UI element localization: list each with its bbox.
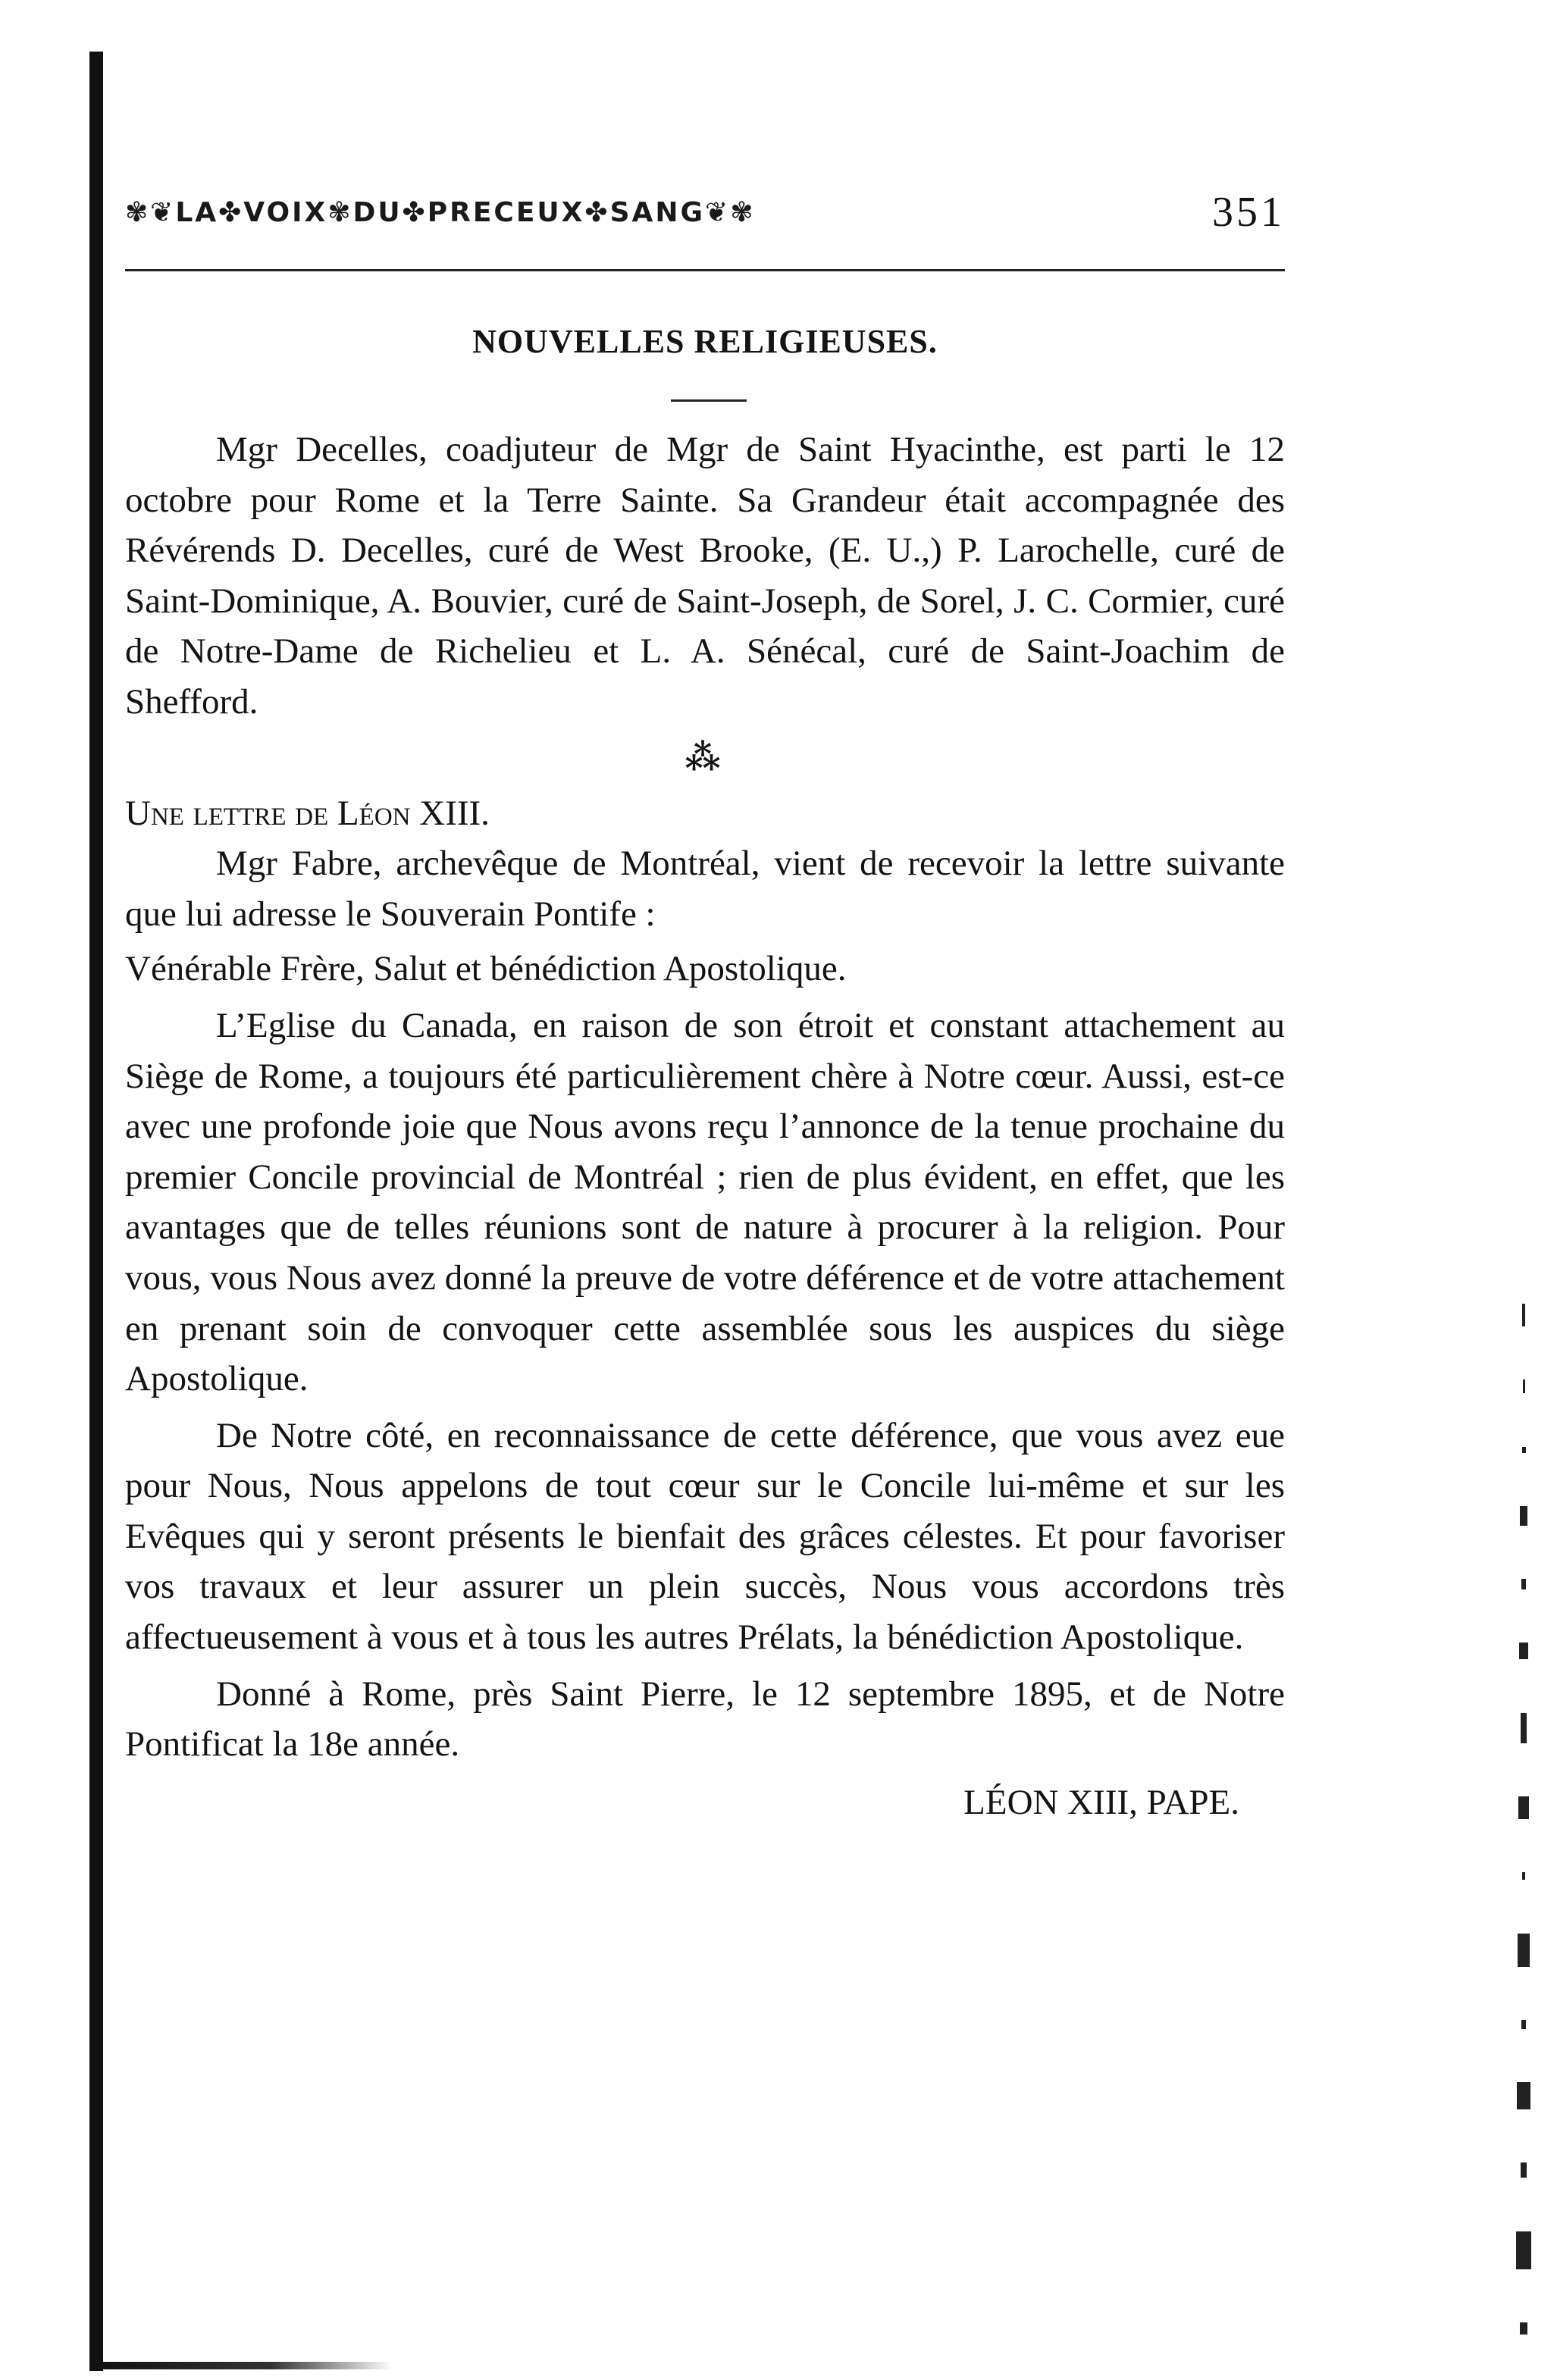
- left-margin-bar-foot: [89, 2362, 393, 2369]
- right-edge-specks: [1505, 1304, 1543, 2335]
- left-margin-bar: [89, 52, 103, 2371]
- running-head-title: ✾❦LA✤VOIX✾DU✤PRECEUX✤SANG❦✾: [125, 196, 756, 228]
- letter-paragraph: L’Eglise du Canada, en raison de son étroit et constant attachement au Siège de Rome, a toujours été particulièrement chère à Notre cœur. Aussi, est-ce avec une profonde joie que Nous avons reçu l’annonce de la tenue prochaine du premier Concile provincial de Montréal ; rien de plus évident, en effet, que les avantages que de telles réunions sont de nature à procurer à la religion. Pour vous, vous Nous avez donné la preuve de votre déférence et de votre attachement en prenant soin de convoquer cette assemblée sous les auspices du siège Apostolique.: [125, 1005, 1285, 1399]
- header-rule: [125, 269, 1285, 271]
- letter-salutation: Vénérable Frère, Salut et bénédiction Apostolique.: [125, 949, 847, 989]
- body-text: [125, 424, 1285, 1827]
- section-title: NOUVELLES RELIGIEUSES.: [472, 323, 938, 360]
- letter-closing: Donné à Rome, près Saint Pierre, le 12 septembre 1895, et de Notre Pontificat la 18e année.: [125, 1674, 1285, 1765]
- signature: LÉON XIII, PAPE.: [963, 1782, 1239, 1822]
- page-number: 351: [1212, 189, 1285, 236]
- letter-heading: Une lettre de Léon XIII.: [125, 793, 490, 833]
- asterism: ⁂: [685, 737, 725, 777]
- running-head: [125, 186, 1285, 239]
- letter-intro: Mgr Fabre, archevêque de Montréal, vient de recevoir la lettre suivante que lui adresse le Souverain Pontife :: [125, 844, 1285, 934]
- news-paragraph: Mgr Decelles, coadjuteur de Mgr de Saint Hyacinthe, est parti le 12 octobre pour Rome et la Terre Sainte. Sa Grandeur était accompagnée des Révérends D. Decelles, curé de West Brooke, (E. U.,) P. Larochelle, curé de Saint-Dominique, A. Bouvier, curé de Saint-Joseph, de Sorel, J. C. Cormier, curé de Notre-Dame de Richelieu et L. A. Sénécal, curé de Saint-Joachim de Shefford.: [125, 430, 1285, 722]
- letter-paragraph: De Notre côté, en reconnaissance de cette déférence, que vous avez eue pour Nous, Nous appelons de tout cœur sur le Concile lui-même et sur les Evêques qui y seront présents le bienfait des grâces célestes. Et pour favoriser vos travaux et leur assurer un plein succès, Nous vous accordons très affectueusement à vous et à tous les autres Prélats, la bénédiction Apostolique.: [125, 1415, 1285, 1658]
- title-rule: [671, 399, 747, 402]
